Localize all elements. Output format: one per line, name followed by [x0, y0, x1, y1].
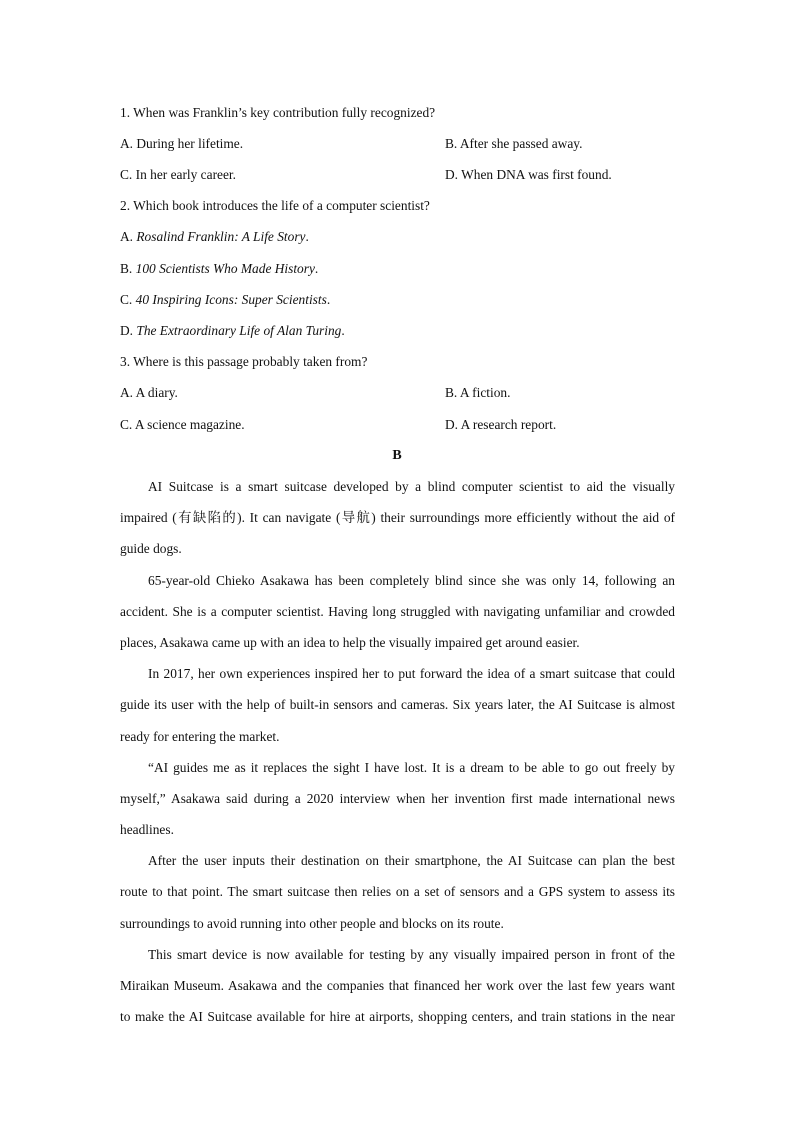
- passage-line: places, Asakawa came up with an idea to help the visually impaired get around easier.: [120, 635, 580, 650]
- passage-line: “AI guides me as it replaces the sight I have lost. It is a dream to be able to go out freely by: [148, 760, 675, 775]
- question-2-stem: 2. Which book introduces the life of a computer scientist?: [120, 198, 430, 213]
- option-end: .: [341, 323, 345, 338]
- passage-line: myself,” Asakawa said during a 2020 interview when her invention first made international news: [120, 791, 675, 806]
- passage-line: to make the AI Suitcase available for hire at airports, shopping centers, and train stations in the near: [120, 1009, 675, 1024]
- option-letter: B.: [120, 261, 136, 276]
- question-3-option-a: A. A diary.: [120, 385, 178, 400]
- passage-line: route to that point. The smart suitcase then relies on a set of sensors and a GPS system to assess its: [120, 884, 675, 899]
- option-letter: D.: [120, 323, 137, 338]
- option-end: .: [314, 261, 319, 276]
- question-2-option-a: [120, 229, 675, 245]
- passage-line: AI Suitcase is a smart suitcase developed by a blind computer scientist to aid the visually: [148, 479, 675, 494]
- option-letter: A.: [120, 229, 137, 244]
- passage-line: impaired (有缺陷的). It can navigate (导航) their surroundings more efficiently without the aid of: [120, 510, 675, 525]
- question-2-option-d: [120, 323, 675, 339]
- passage-line: guide dogs.: [120, 541, 182, 556]
- book-title: The Extraordinary Life of Alan Turing: [136, 323, 342, 338]
- question-3-stem: 3. Where is this passage probably taken from?: [120, 354, 368, 369]
- option-end: .: [326, 292, 331, 307]
- question-1-stem: 1. When was Franklin’s key contribution fully recognized?: [120, 105, 436, 120]
- option-letter: C.: [120, 292, 136, 307]
- passage-line: Miraikan Museum. Asakawa and the companies that financed her work over the last few years want: [120, 978, 675, 993]
- passage-line: 65-year-old Chieko Asakawa has been completely blind since she was only 14, following an: [148, 573, 675, 588]
- book-title: 100 Scientists Who Made History: [135, 261, 315, 276]
- book-title: 40 Inspiring Icons: Super Scientists: [135, 292, 327, 307]
- passage-line: After the user inputs their destination on their smartphone, the AI Suitcase can plan the best: [148, 853, 675, 868]
- passage-line: headlines.: [120, 822, 174, 837]
- question-3-option-b: B. A fiction.: [445, 385, 511, 400]
- question-3-option-d: D. A research report.: [445, 417, 557, 432]
- passage-line: guide its user with the help of built-in sensors and cameras. Six years later, the AI Suitcase is almost: [120, 697, 675, 712]
- section-heading: B: [392, 448, 402, 463]
- question-1-option-d: D. When DNA was first found.: [445, 167, 612, 182]
- option-end: .: [305, 229, 309, 244]
- question-2-option-c: [120, 292, 675, 308]
- passage-line: surroundings to avoid running into other people and blocks on its route.: [120, 916, 504, 931]
- passage-line: This smart device is now available for testing by any visually impaired person in front of the: [148, 947, 675, 962]
- question-1-option-a: A. During her lifetime.: [120, 136, 244, 151]
- passage-line: In 2017, her own experiences inspired her to put forward the idea of a smart suitcase that could: [148, 666, 675, 681]
- book-title: Rosalind Franklin: A Life Story: [136, 229, 306, 244]
- question-2-option-b: [120, 261, 675, 277]
- passage-line: accident. She is a computer scientist. Having long struggled with navigating unfamiliar and crowded: [120, 604, 675, 619]
- question-1-option-c: C. In her early career.: [120, 167, 236, 182]
- question-1-option-b: B. After she passed away.: [445, 136, 583, 151]
- passage-line: ready for entering the market.: [120, 729, 280, 744]
- question-3-option-c: C. A science magazine.: [120, 417, 245, 432]
